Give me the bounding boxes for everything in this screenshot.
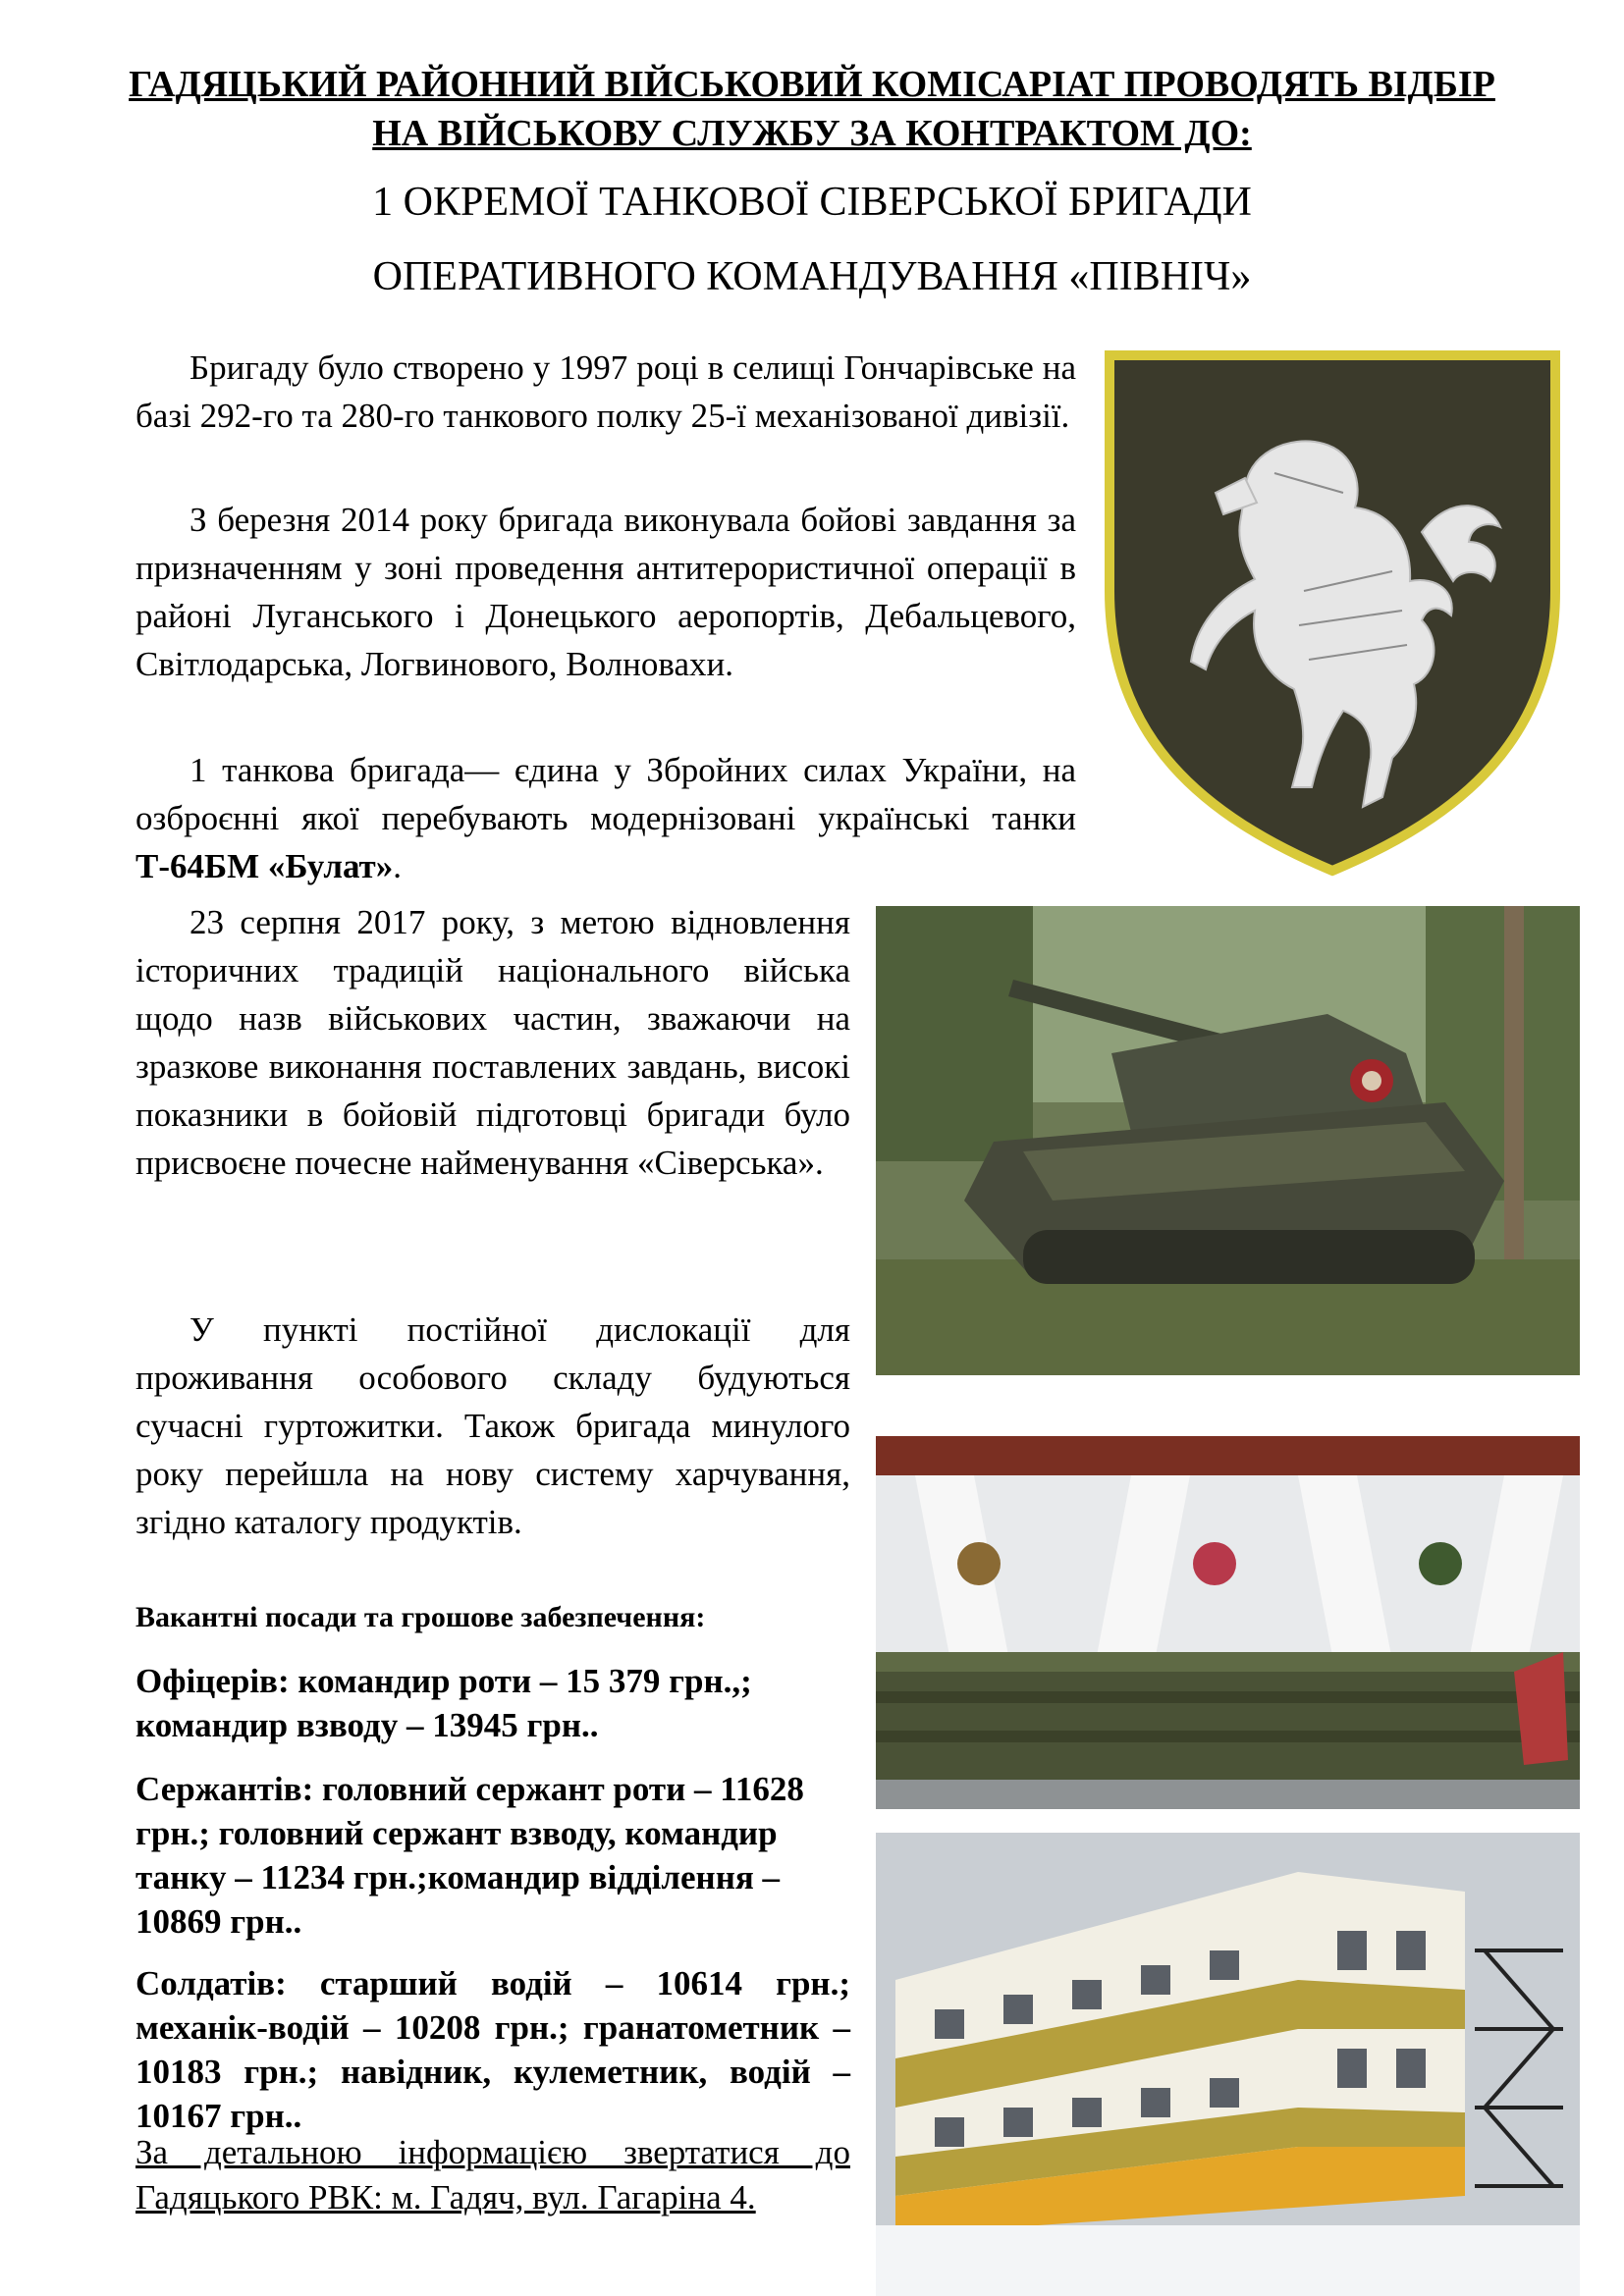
vacancies-sergeants: Сержантів: головний сержант роти – 11628 грн.; головний сержант взводу, командир танку – 11234 грн.;командир відділення – 10869 грн.. <box>135 1770 804 1941</box>
brigade-group-photo <box>876 1436 1580 1809</box>
brigade-name-line-2: ОПЕРАТИВНОГО КОМАНДУВАННЯ «ПІВНІЧ» <box>372 254 1252 299</box>
paragraph-combat: З березня 2014 року бригада виконувала бойові завдання за призначенням у зоні проведення антитерористичної операції в районі Луганського і Донецького аеропортів, Дебальцевого, Світлодарська, Логвинового, Волновахи. <box>135 501 1076 683</box>
header-title-line-2: НА ВІЙСЬКОВУ СЛУЖБУ ЗА КОНТРАКТОМ ДО: <box>372 113 1252 154</box>
brigade-emblem-shield-icon <box>1098 346 1567 881</box>
brigade-name-line-1: 1 ОКРЕМОЇ ТАНКОВОЇ СІВЕРСЬКОЇ БРИГАДИ <box>372 180 1252 225</box>
dormitory-building-photo <box>876 1833 1580 2296</box>
tanks-text-end: . <box>393 847 402 885</box>
vacancies-officers: Офіцерів: командир роти – 15 379 грн.,; командир взводу – 13945 грн.. <box>135 1662 752 1744</box>
paragraph-living: У пункті постійної дислокації для проживання особового складу будуються сучасні гуртожитки. Також бригада минулого року перейшла на нову систему харчування, згідно каталогу продуктів. <box>135 1310 850 1541</box>
tanks-text: 1 танкова бригада— єдина у Збройних силах України, на озброєнні якої перебувають модернізовані українські танки <box>135 751 1076 837</box>
tank-model: Т-64БМ «Булат» <box>135 847 394 885</box>
vacancies-heading: Вакантні посади та грошове забезпечення: <box>135 1601 706 1633</box>
paragraph-history: Бригаду було створено у 1997 році в селищі Гончарівське на базі 292-го та 280-го танкового полку 25-ї механізованої дивізії. <box>135 348 1076 435</box>
paragraph-tanks <box>135 746 1076 890</box>
header-title-line-1: ГАДЯЦЬКИЙ РАЙОННИЙ ВІЙСЬКОВИЙ КОМІСАРІАТ ПРОВОДЯТЬ ВІДБІР <box>129 64 1495 105</box>
tank-photo <box>876 906 1580 1375</box>
paragraph-name-award: 23 серпня 2017 року, з метою відновлення історичних традицій національного війська щодо назв військових частин, зважаючи на зразкове виконання поставлених завдань, високі показники в бойовій підготовці бригади було присвоєне почесне найменування «Сіверська». <box>135 903 850 1182</box>
contact-info: За детальною інформацією звертатися до Гадяцького РВК: м. Гадяч, вул. Гагаріна 4. <box>135 2133 850 2216</box>
vacancies-soldiers: Солдатів: старший водій – 10614 грн.; механік-водій – 10208 грн.; гранатометник – 10183 грн.; навідник, кулеметник, водій – 10167 грн.. <box>135 1964 850 2135</box>
